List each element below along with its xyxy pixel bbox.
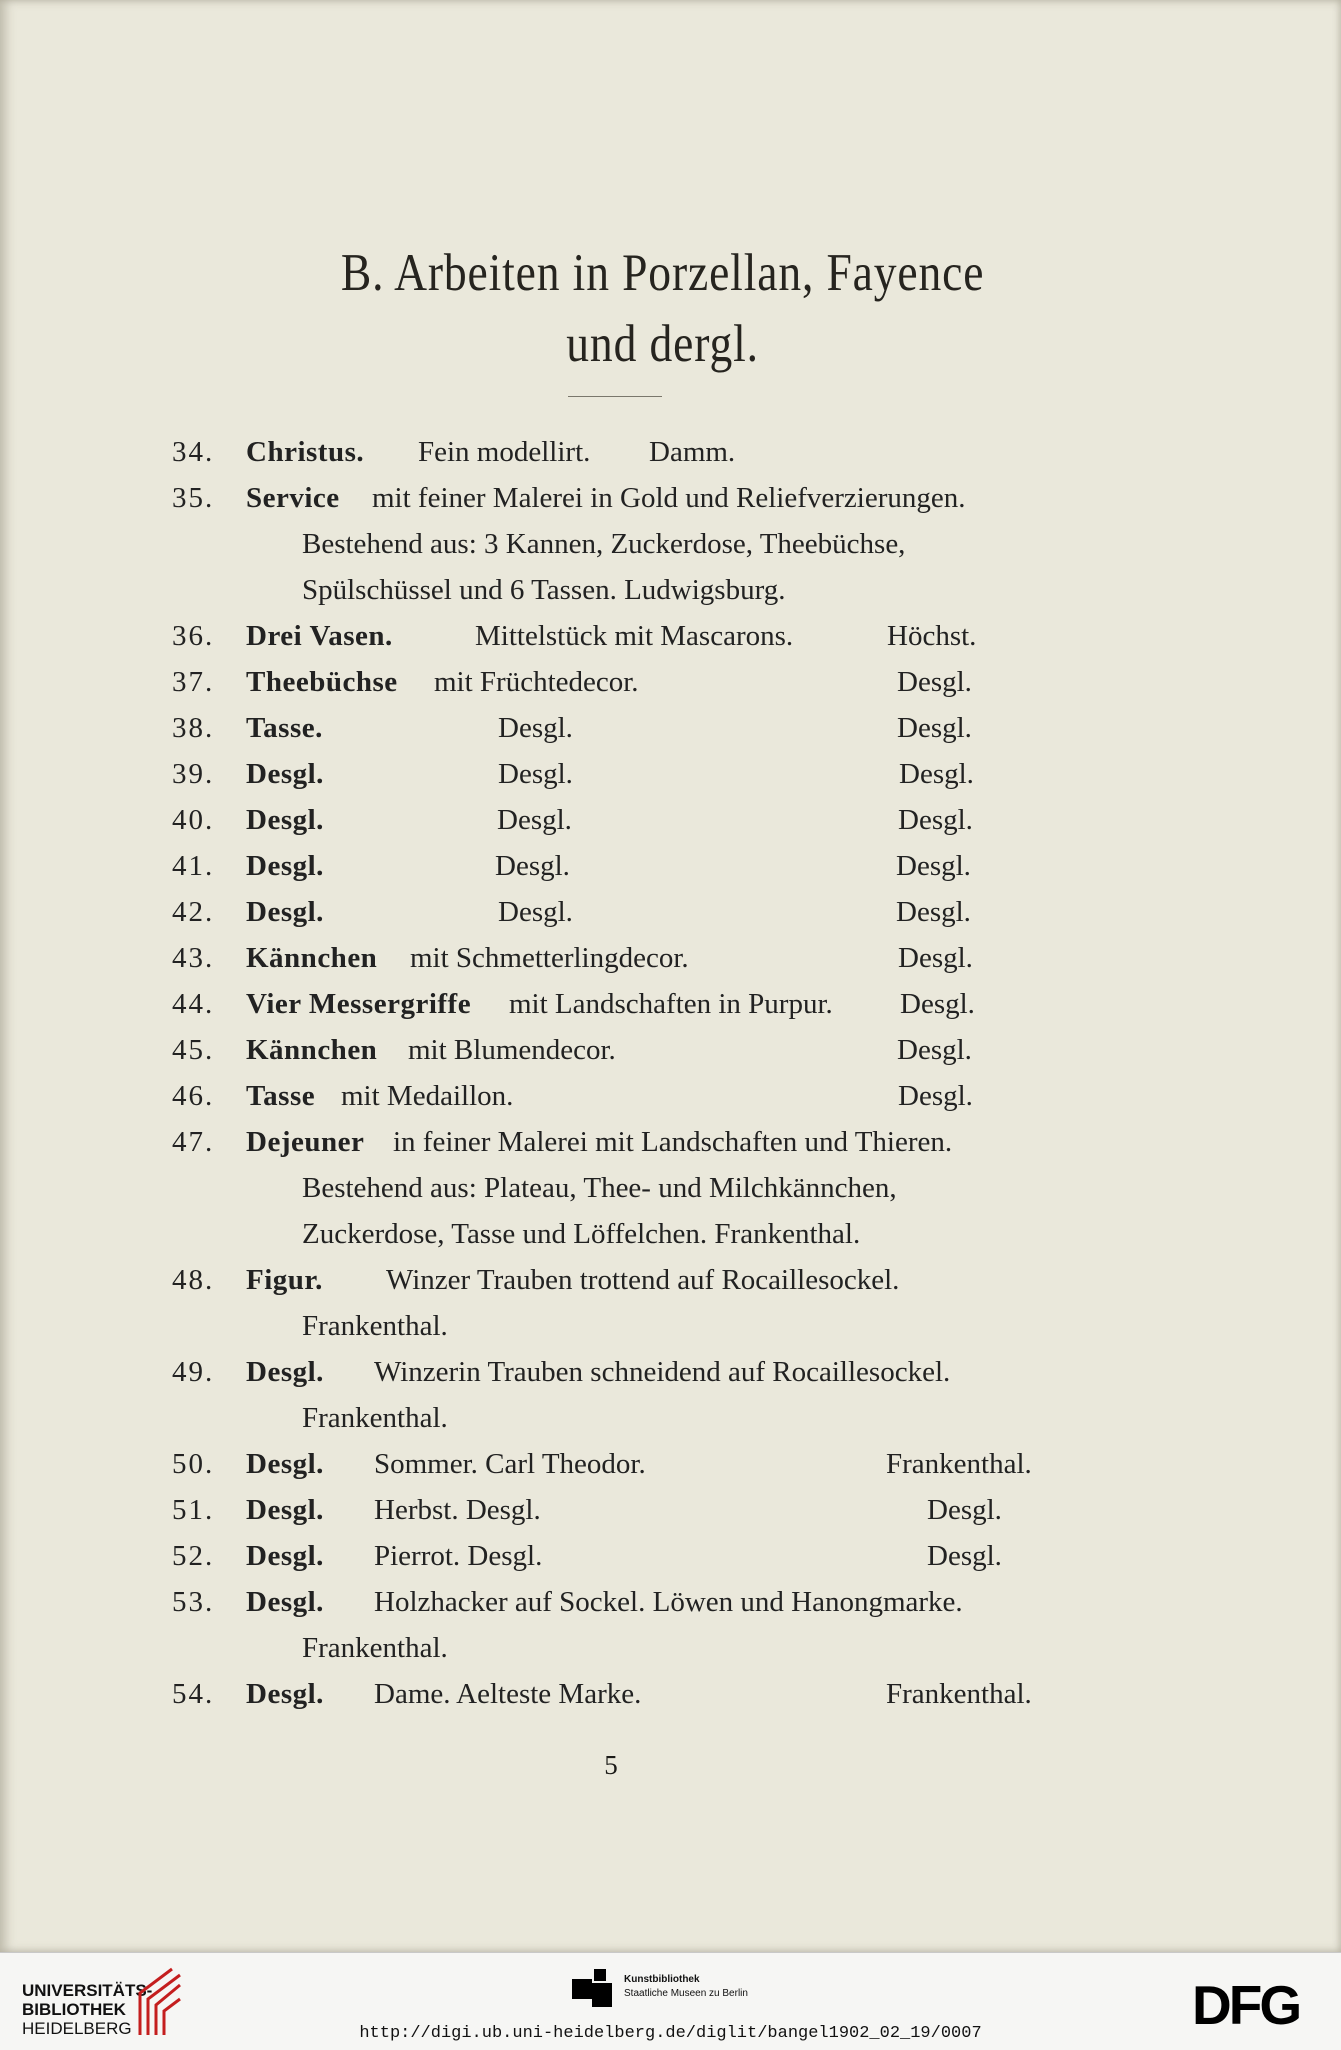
museum-name-line: Staatliche Museen zu Berlin: [624, 1988, 748, 1999]
entry-title: Desgl.: [246, 1448, 324, 1480]
entry-description: in feiner Malerei mit Landschaften und Thieren.: [393, 1126, 953, 1158]
entry-provenance: Damm.: [649, 436, 736, 468]
entry-48: [0, 1260, 1341, 1300]
entry-description: Winzerin Trauben schneidend auf Rocaillesockel.: [374, 1356, 951, 1388]
entry-provenance: Desgl.: [897, 666, 972, 698]
entry-46: [0, 1076, 1341, 1116]
entry-title: Desgl.: [246, 758, 324, 790]
entry-38: [0, 708, 1341, 748]
digitization-footer: [0, 1952, 1341, 2050]
entry-description: mit Medaillon.: [341, 1080, 514, 1112]
entry-52: [0, 1536, 1341, 1576]
entry-number: 45.: [172, 1034, 215, 1066]
entry-continuation: Bestehend aus: Plateau, Thee- und Milchkännchen,: [302, 1172, 897, 1204]
section-heading-line-1: B. Arbeiten in Porzellan, Fayence: [340, 244, 985, 302]
entry-title: Desgl.: [246, 804, 324, 836]
entry-49: [0, 1352, 1341, 1392]
entry-provenance: Desgl.: [927, 1494, 1002, 1526]
entry-number: 49.: [172, 1356, 215, 1388]
entry-description: Desgl.: [497, 804, 572, 836]
entry-number: 52.: [172, 1540, 215, 1572]
entry-number: 39.: [172, 758, 215, 790]
entry-53-continuation: [0, 1628, 1341, 1668]
entry-number: 44.: [172, 988, 215, 1020]
source-url-link[interactable]: http://digi.ub.uni-heidelberg.de/diglit/bangel1902_02_19/0007: [359, 2024, 982, 2043]
entry-title: Vier Messergriffe: [246, 988, 472, 1020]
entry-description: mit Schmetterlingdecor.: [410, 942, 689, 974]
entry-provenance: Desgl.: [898, 942, 973, 974]
entry-number: 37.: [172, 666, 215, 698]
entry-number: 42.: [172, 896, 215, 928]
entry-title: Desgl.: [246, 896, 324, 928]
entry-number: 35.: [172, 482, 215, 514]
dfg-logo: DFG: [1192, 1974, 1300, 2036]
entry-description: Desgl.: [498, 712, 573, 744]
entry-title: Desgl.: [246, 850, 324, 882]
museum-logo-icon: [572, 1969, 616, 2015]
entry-continuation: Frankenthal.: [302, 1310, 448, 1342]
entry-title: Tasse.: [246, 712, 323, 744]
entry-title: Kännchen: [246, 942, 378, 974]
entry-description: Desgl.: [498, 896, 573, 928]
entry-number: 34.: [172, 436, 215, 468]
library-name-line: UNIVERSITÄTS-: [22, 1981, 153, 2000]
entry-title: Desgl.: [246, 1356, 324, 1388]
entry-provenance: Desgl.: [897, 1034, 972, 1066]
entry-description: mit Blumendecor.: [408, 1034, 616, 1066]
entry-continuation: Bestehend aus: 3 Kannen, Zuckerdose, Theebüchse,: [302, 528, 906, 560]
entry-provenance: Desgl.: [898, 804, 973, 836]
entry-title: Tasse: [246, 1080, 316, 1112]
entry-36: [0, 616, 1341, 656]
entry-provenance: Desgl.: [896, 896, 971, 928]
entry-description: mit feiner Malerei in Gold und Reliefverzierungen.: [372, 482, 966, 514]
entry-continuation: Zuckerdose, Tasse und Löffelchen. Frankenthal.: [302, 1218, 861, 1250]
entry-47: [0, 1122, 1341, 1162]
entry-title: Service: [246, 482, 340, 514]
museum-name: [624, 1973, 748, 2001]
entry-description: mit Landschaften in Purpur.: [509, 988, 833, 1020]
entry-title: Desgl.: [246, 1494, 324, 1526]
entry-number: 47.: [172, 1126, 215, 1158]
entry-number: 43.: [172, 942, 215, 974]
entry-number: 54.: [172, 1678, 215, 1710]
entry-continuation: Spülschüssel und 6 Tassen. Ludwigsburg.: [302, 574, 786, 606]
entry-44: [0, 984, 1341, 1024]
entry-34: [0, 432, 1341, 472]
entry-41: [0, 846, 1341, 886]
entry-number: 40.: [172, 804, 215, 836]
heading-divider: [568, 396, 662, 397]
entry-description: Fein modellirt.: [418, 436, 591, 468]
entry-number: 41.: [172, 850, 215, 882]
entry-48-continuation: [0, 1306, 1341, 1346]
entry-title: Desgl.: [246, 1540, 324, 1572]
entry-description: Dame. Aelteste Marke.: [374, 1678, 642, 1710]
entry-provenance: Desgl.: [898, 1080, 973, 1112]
entry-provenance: Höchst.: [887, 620, 977, 652]
entry-51: [0, 1490, 1341, 1530]
entry-40: [0, 800, 1341, 840]
entry-number: 38.: [172, 712, 215, 744]
entry-description: Desgl.: [498, 758, 573, 790]
entry-title: Dejeuner: [246, 1126, 365, 1158]
entry-provenance: Desgl.: [927, 1540, 1002, 1572]
entry-number: 48.: [172, 1264, 215, 1296]
entry-continuation: Frankenthal.: [302, 1402, 448, 1434]
entry-47-continuation: [0, 1168, 1341, 1208]
entry-description: Herbst. Desgl.: [374, 1494, 541, 1526]
entry-description: mit Früchtedecor.: [434, 666, 639, 698]
section-heading-line-2: und dergl.: [566, 315, 759, 373]
entry-39: [0, 754, 1341, 794]
entry-45: [0, 1030, 1341, 1070]
entry-description: Desgl.: [495, 850, 570, 882]
entry-title: Desgl.: [246, 1678, 324, 1710]
entry-description: Holzhacker auf Sockel. Löwen und Hanongmarke.: [374, 1586, 963, 1618]
entry-54: [0, 1674, 1341, 1714]
entry-provenance: Desgl.: [897, 712, 972, 744]
entry-50: [0, 1444, 1341, 1484]
entry-number: 46.: [172, 1080, 215, 1112]
entry-title: Desgl.: [246, 1586, 324, 1618]
entry-provenance: Desgl.: [900, 988, 975, 1020]
entry-49-continuation: [0, 1398, 1341, 1438]
entry-description: Pierrot. Desgl.: [374, 1540, 543, 1572]
entry-number: 53.: [172, 1586, 215, 1618]
entry-53: [0, 1582, 1341, 1622]
entry-title: Figur.: [246, 1264, 323, 1296]
entry-provenance: Frankenthal.: [886, 1448, 1032, 1480]
entry-provenance: Desgl.: [899, 758, 974, 790]
entry-43: [0, 938, 1341, 978]
entry-35-continuation: [0, 570, 1341, 610]
entry-continuation: Frankenthal.: [302, 1632, 448, 1664]
entry-description: Mittelstück mit Mascarons.: [475, 620, 794, 652]
entry-42: [0, 892, 1341, 932]
entry-title: Christus.: [246, 436, 365, 468]
library-name-line: BIBLIOTHEK: [22, 2000, 126, 2019]
entry-37: [0, 662, 1341, 702]
entry-title: Drei Vasen.: [246, 620, 393, 652]
entry-provenance: Desgl.: [896, 850, 971, 882]
entry-number: 51.: [172, 1494, 215, 1526]
entry-35: [0, 478, 1341, 518]
entry-description: Winzer Trauben trottend auf Rocaillesockel.: [386, 1264, 900, 1296]
entry-provenance: Frankenthal.: [886, 1678, 1032, 1710]
entry-35-continuation: [0, 524, 1341, 564]
entry-title: Kännchen: [246, 1034, 378, 1066]
entry-title: Theebüchse: [246, 666, 398, 698]
entry-number: 36.: [172, 620, 215, 652]
museum-name-line: Kunstbibliothek: [624, 1974, 700, 1985]
entry-description: Sommer. Carl Theodor.: [374, 1448, 646, 1480]
entry-47-continuation: [0, 1214, 1341, 1254]
library-name-line: HEIDELBERG: [22, 2019, 132, 2038]
entry-number: 50.: [172, 1448, 215, 1480]
page-number: 5: [604, 1750, 618, 1780]
